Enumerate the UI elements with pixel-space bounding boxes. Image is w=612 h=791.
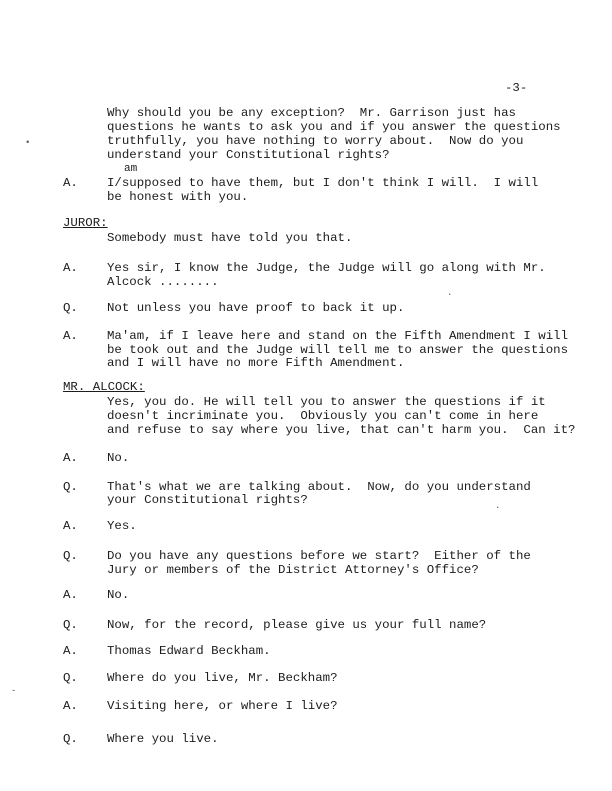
statement-line: and refuse to say where you live, that can't harm you. Can it? — [107, 423, 576, 437]
answer-line: be took out and the Judge will tell me to answer the questions — [107, 343, 569, 357]
scan-speck: · — [447, 290, 453, 300]
speaker-label: A. — [63, 699, 78, 713]
answer-line: No. — [107, 588, 130, 602]
opening-line: questions he wants to ask you and if you answer the questions — [107, 120, 561, 134]
speaker-label: A. — [63, 451, 78, 465]
scan-speck: - — [11, 686, 17, 696]
question-line: Where do you live, Mr. Beckham? — [107, 671, 338, 685]
answer-line: and I will have no more Fifth Amendment. — [107, 356, 405, 370]
answer-line: Yes sir, I know the Judge, the Judge will go along with Mr. — [107, 261, 546, 275]
question-line: Jury or members of the District Attorney's Office? — [107, 563, 479, 577]
opening-line: Why should you be any exception? Mr. Garrison just has — [107, 106, 516, 120]
answer-line: Alcock ........ — [107, 275, 219, 289]
answer-line: Visiting here, or where I live? — [107, 699, 338, 713]
speaker-label: A. — [63, 261, 78, 275]
question-line: Not unless you have proof to back it up. — [107, 301, 405, 315]
speaker-label: Q. — [63, 732, 78, 746]
question-line: your Constitutional rights? — [107, 493, 308, 507]
answer-line: I/supposed to have them, but I don't think I will. I will — [107, 176, 539, 190]
page-number: -3- — [505, 81, 528, 95]
speaker-label: Q. — [63, 301, 78, 315]
answer-line: Ma'am, if I leave here and stand on the Fifth Amendment I will — [107, 329, 569, 343]
speaker-label: A. — [63, 519, 78, 533]
opening-line: understand your Constitutional rights? — [107, 148, 390, 162]
answer-line: be honest with you. — [107, 190, 249, 204]
answer-line: Yes. — [107, 519, 137, 533]
speaker-label: A. — [63, 588, 78, 602]
statement-line: doesn't incriminate you. Obviously you can't come in here — [107, 409, 539, 423]
speaker-label: Q. — [63, 480, 78, 494]
statement-line: Somebody must have told you that. — [107, 231, 353, 245]
opening-line: truthfully, you have nothing to worry about. Now do you — [107, 134, 524, 148]
statement-line: Yes, you do. He will tell you to answer the questions if it — [107, 395, 546, 409]
question-line: Where you live. — [107, 732, 219, 746]
question-line: Now, for the record, please give us your full name? — [107, 618, 487, 632]
speaker-label: A. — [63, 176, 78, 190]
speaker-label: Q. — [63, 671, 78, 685]
scan-speck: • — [25, 138, 31, 148]
question-line: Do you have any questions before we start? Either of the — [107, 549, 531, 563]
speaker-label: Q. — [63, 549, 78, 563]
scan-speck: · — [495, 503, 501, 513]
speaker-label: MR. ALCOCK: — [63, 380, 145, 394]
question-line: That's what we are talking about. Now, do you understand — [107, 480, 531, 494]
answer-line: No. — [107, 451, 130, 465]
speaker-label: Q. — [63, 618, 78, 632]
speaker-label: JUROR: — [63, 216, 108, 230]
speaker-label: A. — [63, 644, 78, 658]
handwritten-insert: am — [124, 163, 138, 175]
answer-line: Thomas Edward Beckham. — [107, 644, 271, 658]
speaker-label: A. — [63, 329, 78, 343]
